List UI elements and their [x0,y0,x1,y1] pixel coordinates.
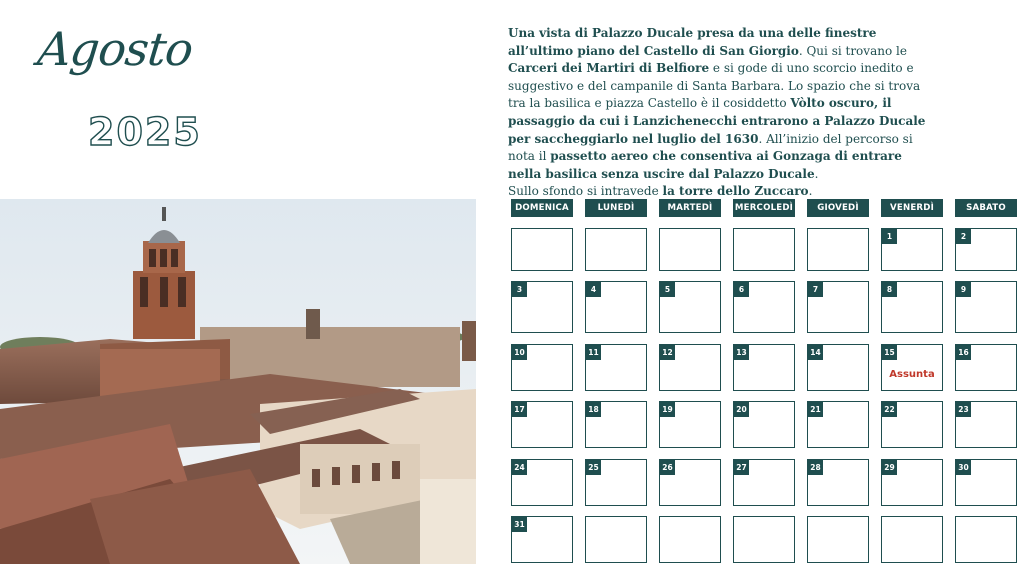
day-cell-5[interactable] [659,281,721,333]
empty-day-cell[interactable] [807,516,869,563]
caption-highlight: passetto aereo che consentiva ai Gonzaga di entrare nella basilica senza uscire dal Palazzo Ducale [508,149,902,181]
day-cell-20[interactable] [733,401,795,448]
day-number: 12 [660,345,675,360]
weekday-domenica: DOMENICA [511,199,573,217]
empty-day-cell[interactable] [881,516,943,563]
caption-text: Sullo sfondo si intravede [508,184,663,199]
day-cell-17[interactable] [511,401,573,448]
day-cell-31[interactable] [511,516,573,563]
day-cell-4[interactable] [585,281,647,333]
caption-text: e si gode di uno scorcio inedito e suggestivo e del campanile di Santa Barbara. Lo spazio che si trova tra la basilica e piazza Castello è il cosiddetto [508,61,921,111]
day-number: 24 [512,460,527,475]
day-cell-7[interactable] [807,281,869,333]
weekday-lunedì: LUNEDÌ [585,199,647,217]
day-number: 14 [808,345,823,360]
caption-highlight: la torre dello Zuccaro [662,184,809,199]
day-cell-29[interactable] [881,459,943,506]
caption-text: . [808,184,813,199]
empty-day-cell[interactable] [733,228,795,271]
day-cell-15[interactable] [881,344,943,391]
day-number: 13 [734,345,749,360]
day-cell-23[interactable] [955,401,1017,448]
day-number: 23 [956,402,971,417]
day-cell-16[interactable] [955,344,1017,391]
day-number: 28 [808,460,823,475]
day-number: 3 [512,282,527,297]
caption-highlight: Una vista di Palazzo Ducale presa da una delle finestre all’ultimo piano del Castello di San Giorgio [508,26,877,58]
holiday-label: Assunta [889,369,935,380]
day-number: 19 [660,402,675,417]
day-cell-26[interactable] [659,459,721,506]
day-cell-21[interactable] [807,401,869,448]
day-cell-1[interactable] [881,228,943,271]
day-number: 29 [882,460,897,475]
empty-day-cell[interactable] [733,516,795,563]
day-number: 20 [734,402,749,417]
day-cell-11[interactable] [585,344,647,391]
day-cell-2[interactable] [955,228,1017,271]
day-number: 10 [512,345,527,360]
day-number: 5 [660,282,675,297]
day-cell-8[interactable] [881,281,943,333]
weekday-venerdì: VENERDÌ [881,199,943,217]
empty-day-cell[interactable] [659,228,721,271]
day-number: 11 [586,345,601,360]
caption-highlight: Vòlto oscuro, il passaggio da cui i Lanzichenecchi entrarono a Palazzo Ducale per saccheggiarlo nel luglio del 1630 [508,96,926,146]
day-number: 9 [956,282,971,297]
weekday-header-row [511,199,1016,217]
empty-day-cell[interactable] [585,516,647,563]
day-number: 21 [808,402,823,417]
caption-text: . Qui si trovano le [798,43,907,58]
day-number: 22 [882,402,897,417]
weekday-mercoledì: MERCOLEDÌ [733,199,795,217]
empty-day-cell[interactable] [511,228,573,271]
day-number: 25 [586,460,601,475]
day-cell-25[interactable] [585,459,647,506]
day-number: 16 [956,345,971,360]
day-cell-3[interactable] [511,281,573,333]
day-number: 4 [586,282,601,297]
day-number: 18 [586,402,601,417]
weekday-sabato: SABATO [955,199,1017,217]
palazzo-ducale-photo [0,199,476,564]
day-number: 17 [512,402,527,417]
empty-day-cell[interactable] [955,516,1017,563]
empty-day-cell[interactable] [807,228,869,271]
day-cell-28[interactable] [807,459,869,506]
day-cell-6[interactable] [733,281,795,333]
day-number: 30 [956,460,971,475]
day-number: 7 [808,282,823,297]
photo-caption [508,25,938,201]
day-cell-19[interactable] [659,401,721,448]
day-cell-13[interactable] [733,344,795,391]
day-number: 15 [882,345,897,360]
day-number: 31 [512,517,527,532]
day-cell-24[interactable] [511,459,573,506]
day-number: 1 [882,229,897,244]
day-cell-27[interactable] [733,459,795,506]
day-number: 27 [734,460,749,475]
day-cell-18[interactable] [585,401,647,448]
empty-day-cell[interactable] [585,228,647,271]
caption-text: . [814,166,819,181]
caption-text: . All’inizio del percorso si nota il [508,131,913,164]
day-number: 8 [882,282,897,297]
day-cell-30[interactable] [955,459,1017,506]
day-cell-10[interactable] [511,344,573,391]
day-cell-9[interactable] [955,281,1017,333]
day-cell-14[interactable] [807,344,869,391]
weekday-martedì: MARTEDÌ [659,199,721,217]
month-title: Agosto [35,22,195,76]
year-title: 2025 [88,110,202,154]
day-cell-22[interactable] [881,401,943,448]
day-number: 2 [956,229,971,244]
day-number: 26 [660,460,675,475]
weekday-giovedì: GIOVEDÌ [807,199,869,217]
caption-highlight: Carceri dei Martiri di Belfiore [508,61,710,76]
day-number: 6 [734,282,749,297]
empty-day-cell[interactable] [659,516,721,563]
day-cell-12[interactable] [659,344,721,391]
